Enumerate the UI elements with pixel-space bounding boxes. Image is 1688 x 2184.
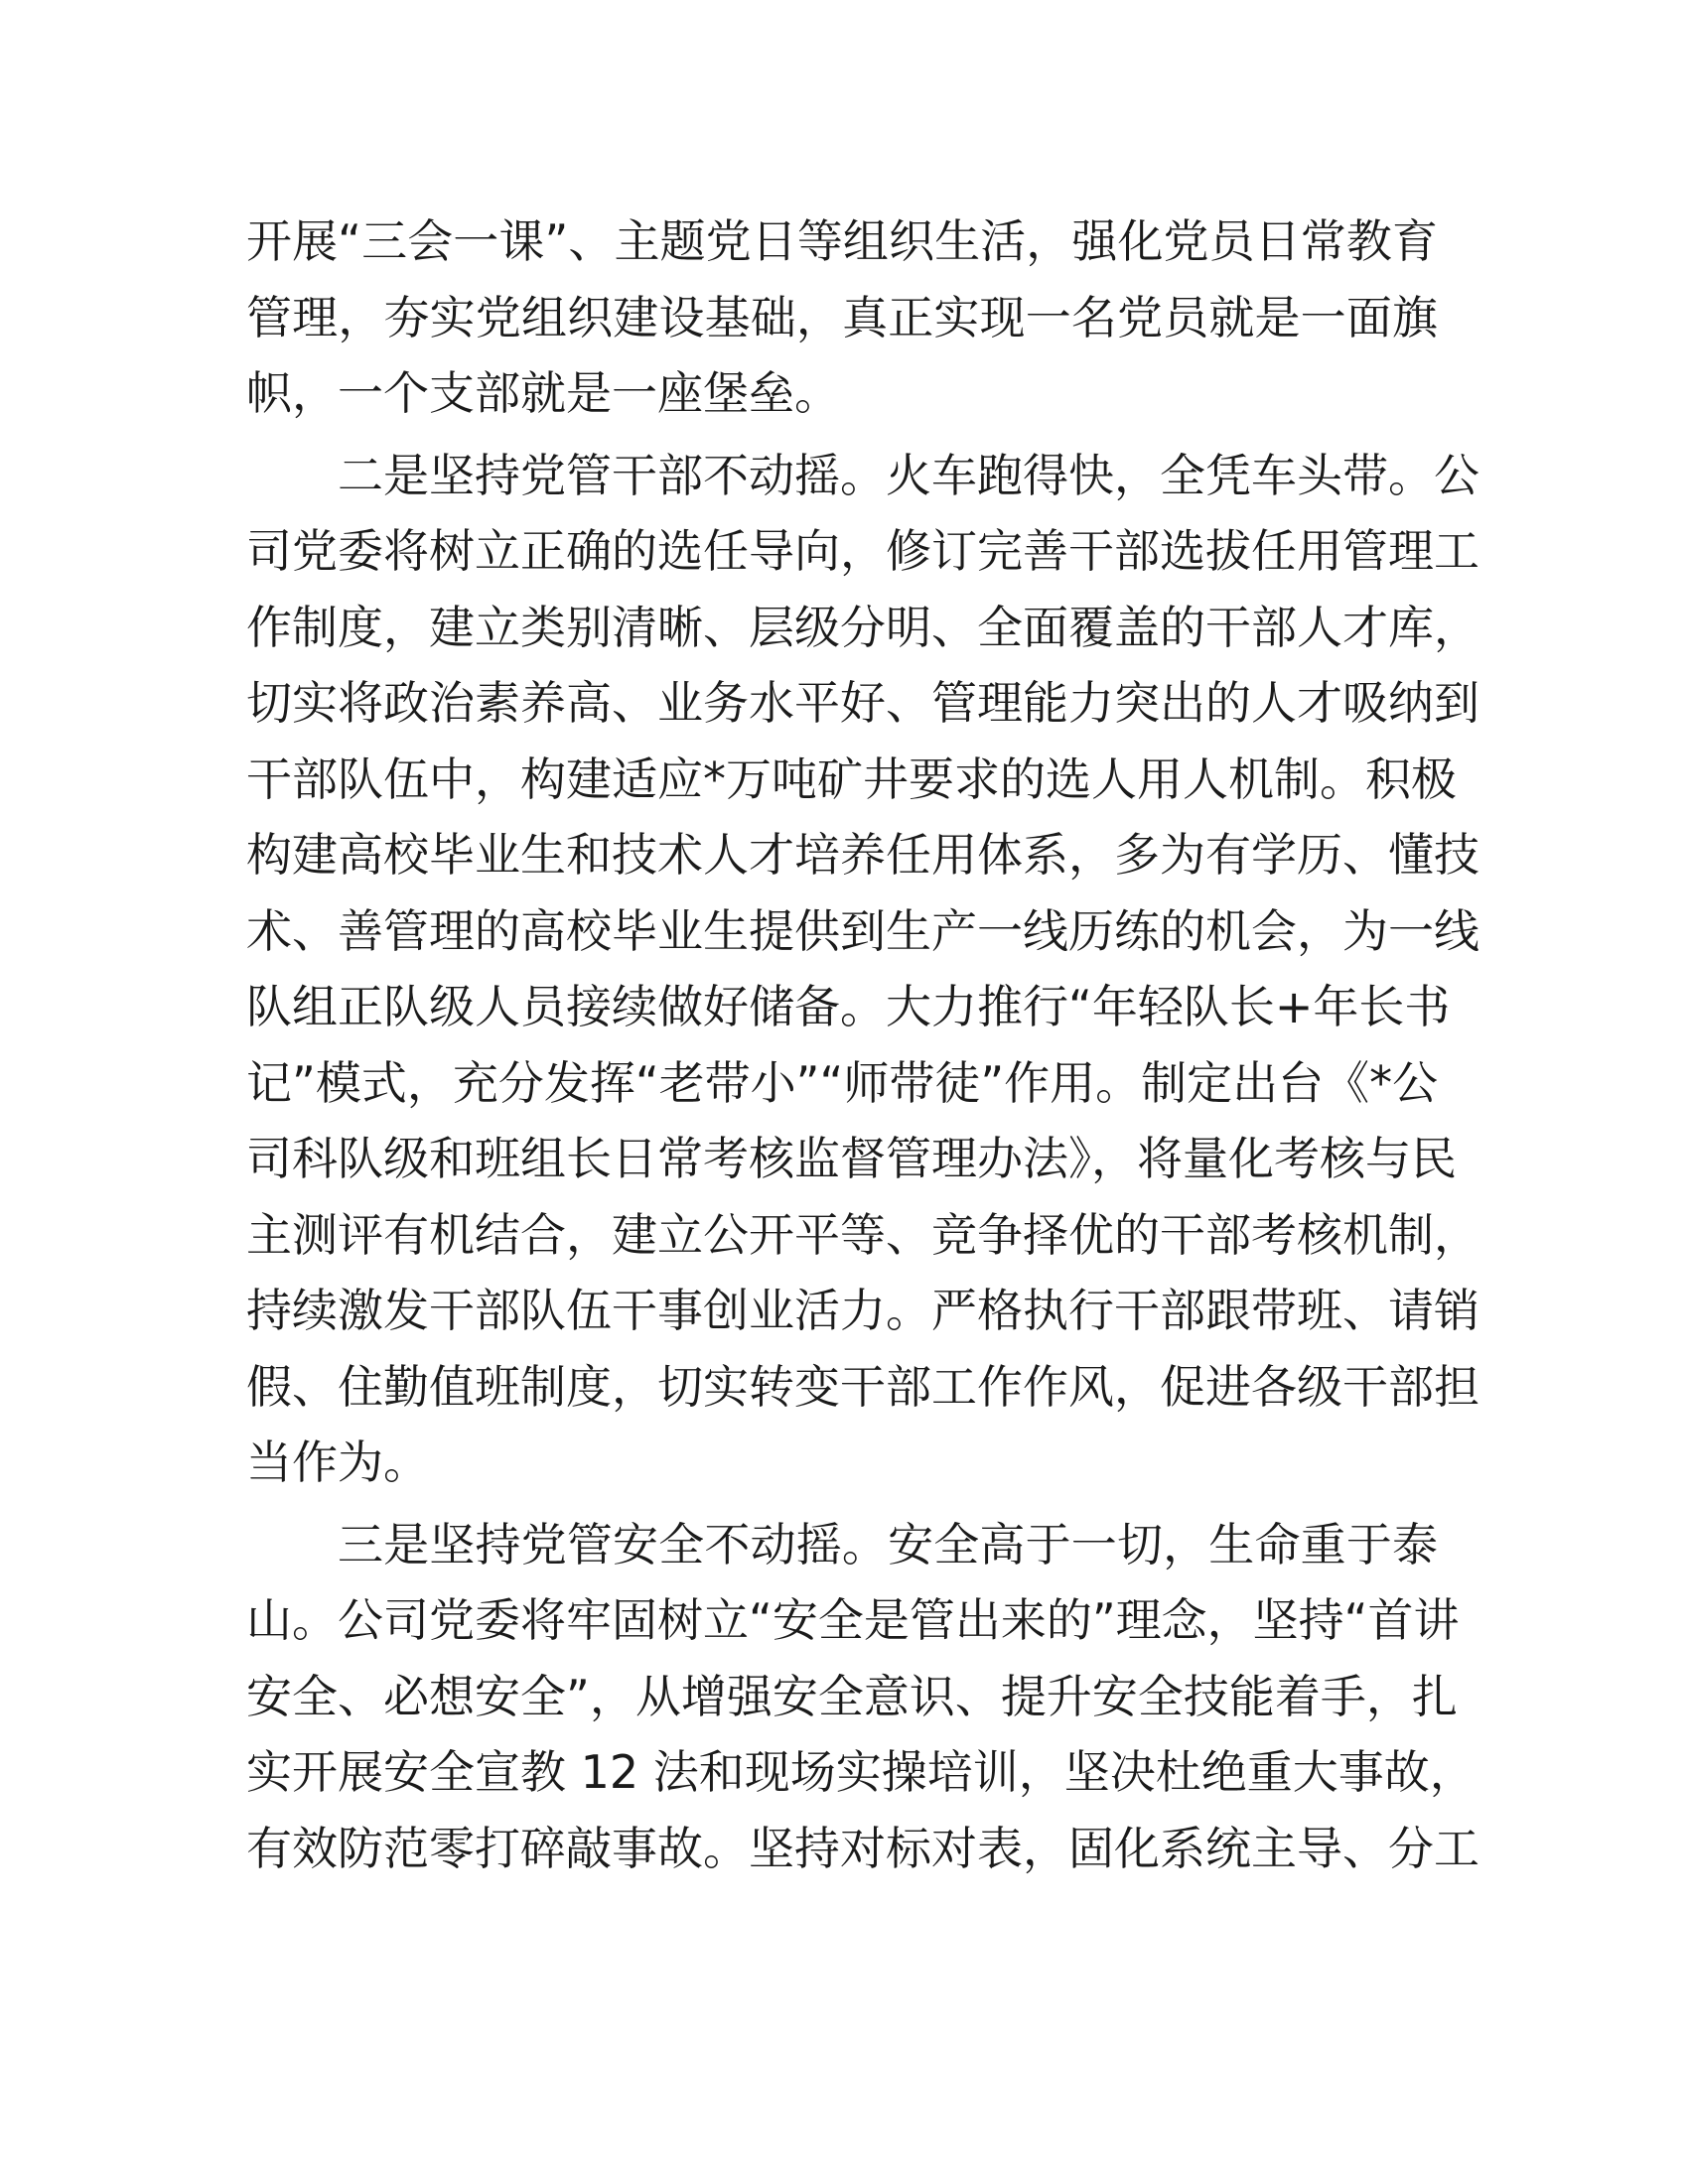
text-line: 二是坚持党管干部不动摇。火车跑得快，全凭车头带。公: [338, 448, 1479, 502]
text-line: 司党委将树立正确的选任导向，修订完善干部选拔任用管理工: [246, 524, 1479, 578]
document-body: [246, 204, 1479, 1886]
text-line: 切实将政治素养高、业务水平好、管理能力突出的人才吸纳到: [246, 676, 1479, 730]
text-line: 记”模式，充分发挥“老带小”“师带徒”作用。制定出台《*公: [246, 1055, 1439, 1110]
text-line: 干部队伍中，构建适应*万吨矿井要求的选人用人机制。积极: [246, 751, 1457, 806]
text-line: 当作为。: [246, 1435, 429, 1489]
text-line: 构建高校毕业生和技术人才培养任用体系，多为有学历、懂技: [246, 828, 1479, 882]
text-line: 持续激发干部队伍干事创业活力。严格执行干部跟带班、请销: [246, 1284, 1479, 1337]
text-line: 队组正队级人员接续做好储备。大力推行“年轻队长+年长书: [246, 980, 1451, 1033]
text-line: 实开展安全宣教 12 法和现场实操培训，坚决杜绝重大事故，: [246, 1745, 1476, 1799]
text-line: 术、善管理的高校毕业生提供到生产一线历练的机会，为一线: [246, 903, 1479, 958]
text-line: 开展“三会一课”、主题党日等组织生活，强化党员日常教育: [246, 214, 1438, 268]
paragraph-2: [246, 438, 1479, 1501]
text-line: 主测评有机结合，建立公开平等、竞争择优的干部考核机制，: [246, 1207, 1479, 1262]
text-line: 假、住勤值班制度，切实转变干部工作作风，促进各级干部担: [246, 1359, 1479, 1414]
text-line: 三是坚持党管安全不动摇。安全高于一切，生命重于泰: [338, 1517, 1438, 1571]
text-line: 安全、必想安全”，从增强安全意识、提升安全技能着手，扎: [246, 1669, 1458, 1723]
text-line: 山。公司党委将牢固树立“安全是管出来的”理念，坚持“首讲: [246, 1593, 1460, 1647]
paragraph-1: [246, 204, 1438, 432]
text-line: 帜，一个支部就是一座堡垒。: [246, 366, 840, 420]
paragraph-3: [246, 1507, 1479, 1887]
text-line: 有效防范零打碎敲事故。坚持对标对表，固化系统主导、分工: [246, 1821, 1479, 1875]
text-line: 管理，夯实党组织建设基础，真正实现一名党员就是一面旗: [246, 290, 1438, 344]
text-line: 司科队级和班组长日常考核监督管理办法》，将量化考核与民: [246, 1132, 1457, 1185]
text-line: 作制度，建立类别清晰、层级分明、全面覆盖的干部人才库，: [246, 600, 1479, 654]
